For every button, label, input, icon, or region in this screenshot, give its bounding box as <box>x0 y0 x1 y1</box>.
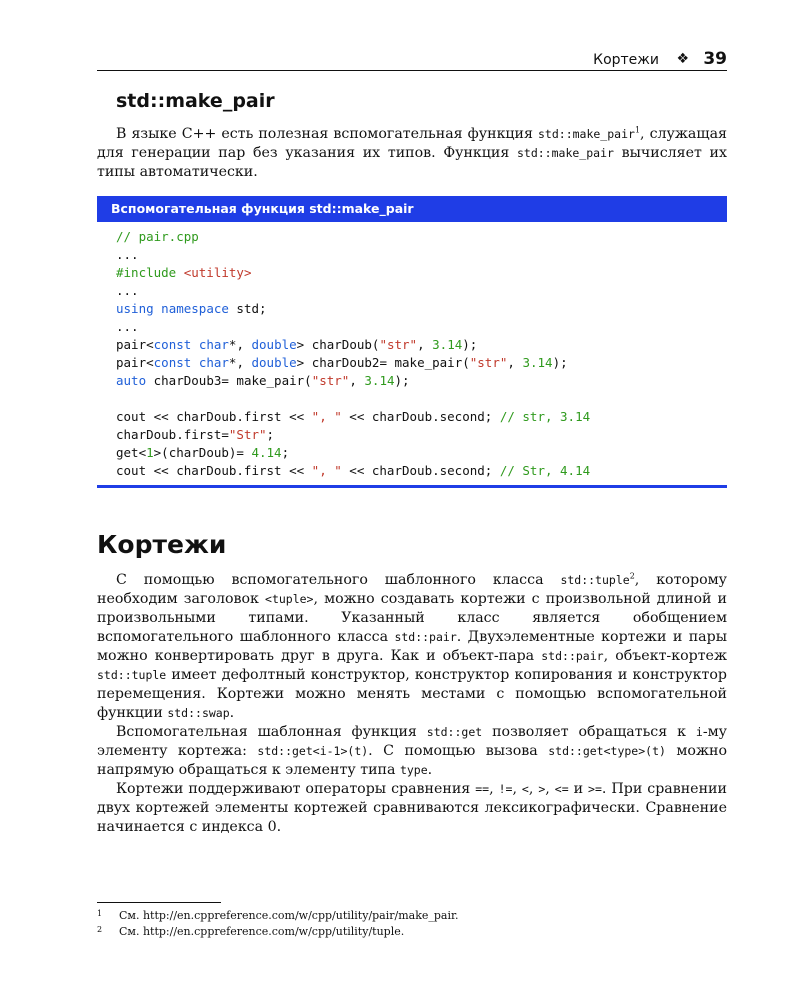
code-token: // pair.cpp <box>116 229 199 244</box>
footnotes <box>97 908 727 940</box>
text-run: . С помощью вызова <box>368 743 549 759</box>
code-token: char <box>198 355 229 370</box>
text-run: , <box>545 781 555 797</box>
code-token: #include <box>116 265 184 280</box>
code-token: ); <box>394 373 410 388</box>
inline-code: std::get<i-1>(t) <box>257 744 369 758</box>
inline-code: < <box>521 782 529 796</box>
text-run: и <box>568 781 589 797</box>
code-token <box>191 337 199 352</box>
inline-code: std::pair <box>541 649 604 663</box>
footnote-text[interactable]: См. http://en.cppreference.com/w/cpp/utility/pair/make_pair. <box>119 909 459 922</box>
footnote-2 <box>97 924 727 940</box>
code-token: 3.14 <box>364 373 395 388</box>
code-token: > charDoub2= make_pair( <box>296 355 470 370</box>
code-token: 1 <box>146 445 154 460</box>
text-run: . При сравнении двух кортежей элементы кортежей сравниваются лексикографически. Сравнение начинается с индекса 0. <box>97 781 727 835</box>
code-token: << charDoub.second; <box>341 463 500 478</box>
listing-caption: Вспомогательная функция std::make_pair <box>97 196 727 222</box>
code-token: // Str, 4.14 <box>499 463 591 478</box>
code-token: , <box>507 355 523 370</box>
inline-code: std::make_pair <box>516 146 614 160</box>
text-run: . Двухэлементные кортежи и пары можно конвертировать друг в друга. Как и объект-пара <box>97 629 727 664</box>
inline-code: == <box>475 782 490 796</box>
code-token: auto <box>116 373 147 388</box>
code-token: ", " <box>311 463 342 478</box>
code-token: double <box>251 355 297 370</box>
inline-code: std::swap <box>167 706 230 720</box>
text-run: С помощью вспомогательного шаблонного класса <box>116 572 561 588</box>
code-token: const <box>153 337 192 352</box>
code-token: charDoub3= make_pair( <box>146 373 312 388</box>
inline-code: std::pair <box>394 630 457 644</box>
inline-code: std::tuple <box>560 573 630 587</box>
code-token: "str" <box>469 355 508 370</box>
code-line <box>116 444 727 462</box>
text-run: -му элементу кортежа: <box>97 724 727 759</box>
code-line <box>116 228 727 246</box>
code-token: > charDoub( <box>296 337 380 352</box>
code-line <box>116 246 727 264</box>
ornament-icon: ❖ <box>676 51 689 67</box>
code-listing <box>97 196 727 488</box>
code-token: char <box>198 337 229 352</box>
text-run: имеет дефолтный конструктор, конструктор копирования и конструктор перемещения. Кортежи можно менять местами с помощью вспомогательной функции <box>97 667 727 721</box>
paragraph-1 <box>97 571 727 723</box>
code-token: *, <box>228 355 252 370</box>
code-token: <utility> <box>183 265 252 280</box>
code-token <box>191 355 199 370</box>
code-line <box>116 372 727 390</box>
footnote-ref: 2 <box>629 571 635 581</box>
code-token: double <box>251 337 297 352</box>
code-token: "str" <box>379 337 418 352</box>
code-token: cout << charDoub.first << <box>116 463 312 478</box>
paragraph-3 <box>97 780 727 837</box>
code-line <box>116 462 727 480</box>
code-token: pair< <box>116 355 154 370</box>
inline-code: <tuple> <box>265 592 314 606</box>
code-token: >(charDoub)= <box>153 445 252 460</box>
text-run: , объект-кортеж <box>603 648 727 664</box>
code-token: std; <box>228 301 267 316</box>
text-run: , <box>512 781 522 797</box>
inline-code: type <box>399 763 428 777</box>
code-token: cout << charDoub.first << <box>116 409 312 424</box>
text-run: , можно создавать кортежи с произвольной длиной и произвольными типами. Указанный класс является обобщением вспомогательного шаблонного класса <box>97 591 727 645</box>
code-token: charDoub.first= <box>116 427 229 442</box>
code-token: 4.14 <box>251 445 282 460</box>
text-run: , служащая для генерации пар без указания их типов. Функция <box>97 126 727 161</box>
text-run: , которому необходим заголовок <box>97 572 727 607</box>
code-line <box>116 318 727 336</box>
footnote-divider <box>97 902 221 903</box>
code-token: 3.14 <box>432 337 463 352</box>
inline-code: <= <box>554 782 569 796</box>
footnote-number: 2 <box>97 925 103 934</box>
text-run: Вспомогательная шаблонная функция <box>116 724 427 740</box>
text-run: . <box>229 705 235 721</box>
paragraph-2 <box>97 723 727 780</box>
code-token: ); <box>552 355 568 370</box>
code-line <box>116 282 727 300</box>
code-token: *, <box>228 337 252 352</box>
code-token: "Str" <box>228 427 267 442</box>
code-token: ... <box>116 283 139 298</box>
text-run: Кортежи поддерживают операторы сравнения <box>116 781 476 797</box>
text-run: В языке C++ есть полезная вспомогательная функция <box>116 126 538 142</box>
footnote-number: 1 <box>97 909 103 918</box>
text-run: позволяет обращаться к <box>482 724 696 740</box>
text-run: , <box>528 781 539 797</box>
code-token: // str, 3.14 <box>499 409 591 424</box>
code-token: ", " <box>311 409 342 424</box>
code-token: get< <box>116 445 147 460</box>
inline-code: std::get<type>(t) <box>548 744 666 758</box>
code-line <box>116 336 727 354</box>
text-run: вычисляет их типы автоматически. <box>97 145 727 180</box>
running-header <box>97 50 727 71</box>
code-line <box>116 264 727 282</box>
code-line <box>116 354 727 372</box>
inline-code: != <box>498 782 513 796</box>
inline-code: std::get <box>426 725 483 739</box>
code-line <box>116 426 727 444</box>
code-line <box>116 300 727 318</box>
footnote-text[interactable]: См. http://en.cppreference.com/w/cpp/utility/tuple. <box>119 925 405 938</box>
section-heading-make-pair: std::make_pair <box>116 90 275 112</box>
code-token: ; <box>266 427 275 442</box>
code-token: ... <box>116 319 139 334</box>
footnote-1 <box>97 908 727 924</box>
code-token: 3.14 <box>522 355 553 370</box>
code-token: "str" <box>311 373 350 388</box>
code-token: using <box>116 301 154 316</box>
tuples-body <box>97 571 727 837</box>
inline-code: i <box>695 725 703 739</box>
code-token: , <box>417 337 433 352</box>
page-number: 39 <box>703 49 727 69</box>
section-heading-tuples: Кортежи <box>97 530 227 559</box>
code-line <box>116 390 727 408</box>
code-token: ); <box>462 337 478 352</box>
code-token: , <box>349 373 365 388</box>
code-token: namespace <box>161 301 229 316</box>
code-line <box>116 408 727 426</box>
inline-code: std::tuple <box>97 668 167 682</box>
code-token: << charDoub.second; <box>341 409 500 424</box>
code-token: ; <box>281 445 290 460</box>
code-token: ... <box>116 247 139 262</box>
code-block <box>97 222 727 488</box>
running-header-title: Кортежи <box>593 52 659 68</box>
intro-paragraph <box>97 125 727 182</box>
footnote-ref: 1 <box>634 125 641 135</box>
text-run: , <box>489 781 499 797</box>
text-run: . <box>427 762 433 778</box>
text-run: можно напрямую обращаться к элементу типа <box>97 743 728 778</box>
inline-code: > <box>538 782 546 796</box>
code-token: const <box>153 355 192 370</box>
inline-code: >= <box>588 782 602 796</box>
code-token: pair< <box>116 337 154 352</box>
inline-code: std::make_pair <box>538 127 635 141</box>
